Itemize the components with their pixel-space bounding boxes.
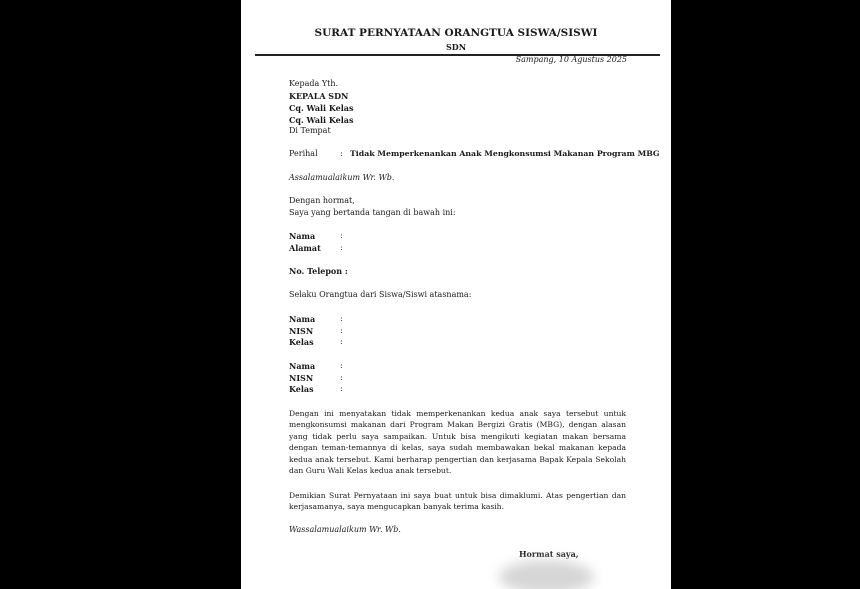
subject-text: Tidak Memperkenankan Anak Mengkonsumsi Makanan Program MBG	[350, 149, 660, 158]
recipient-line-5: Di Tempat	[289, 126, 331, 135]
child2-nisn-label: NISN	[289, 373, 314, 383]
child1-nisn-colon: :	[340, 326, 343, 335]
child1-class-label: Kelas	[289, 337, 314, 347]
child1-nisn-label: NISN	[289, 326, 314, 336]
child2-nisn-colon: :	[340, 373, 343, 382]
subject-label: Perihal	[289, 149, 318, 158]
recipient-line-3: Cq. Wali Kelas	[289, 103, 354, 113]
subject-colon: :	[340, 149, 343, 158]
recipient-line-4: Cq. Wali Kelas	[289, 115, 354, 125]
letter-date: Sampang, 10 Agustus 2025	[515, 55, 627, 64]
phone-label: No. Telepon :	[289, 266, 348, 276]
greeting: Dengan hormat,	[289, 196, 355, 205]
closing-paragraph: Demikian Surat Pernyataan ini saya buat untuk bisa dimaklumi. Atas pengertian dan kerjasamanya, saya mengucapkan banyak terima kasih.	[289, 491, 626, 512]
child2-name-colon: :	[340, 361, 343, 370]
recipient-line-2: KEPALA SDN	[289, 91, 349, 101]
closing-regards: Hormat saya,	[519, 549, 579, 559]
blurred-signature	[499, 560, 594, 589]
child1-name-colon: :	[340, 314, 343, 323]
child2-name-label: Nama	[289, 361, 316, 371]
parent-address-label: Alamat	[289, 243, 321, 253]
statement-paragraph: Dengan ini menyatakan tidak memperkenankan kedua anak saya tersebut untuk mengkonsumsi makanan dari Program Makan Bergizi Gratis (MBG), dengan alasan yang tidak perlu saya sampaikan. Untuk bisa mengikuti kegiatan makan bersama dengan teman-temannya di kelas, saya sudah membawakan bekal makanan kepada kedua anak tersebut. Kami berharap pengertian dan kerjasama Bapak Kepala Sekolah dan Guru Wali Kelas kedua anak tersebut.	[289, 409, 626, 476]
parent-address-colon: :	[340, 243, 343, 252]
recipient-line-1: Kepada Yth.	[289, 79, 339, 88]
salam-closing: Wassalamualaikum Wr. Wb.	[289, 525, 401, 534]
child2-class-label: Kelas	[289, 384, 314, 394]
child1-class-colon: :	[340, 337, 343, 346]
intro-line: Saya yang bertanda tangan di bawah ini:	[289, 208, 456, 217]
child2-class-colon: :	[340, 384, 343, 393]
parent-name-colon: :	[340, 231, 343, 240]
parent-name-label: Nama	[289, 231, 316, 241]
letter-title: SURAT PERNYATAAN ORANGTUA SISWA/SISWI	[314, 27, 598, 39]
school-name: SDN	[445, 42, 467, 52]
child1-name-label: Nama	[289, 314, 316, 324]
children-intro: Selaku Orangtua dari Siswa/Siswi atasnama:	[289, 290, 472, 299]
letter-page	[241, 0, 671, 589]
salam-opening: Assalamualaikum Wr. Wb.	[289, 173, 395, 182]
